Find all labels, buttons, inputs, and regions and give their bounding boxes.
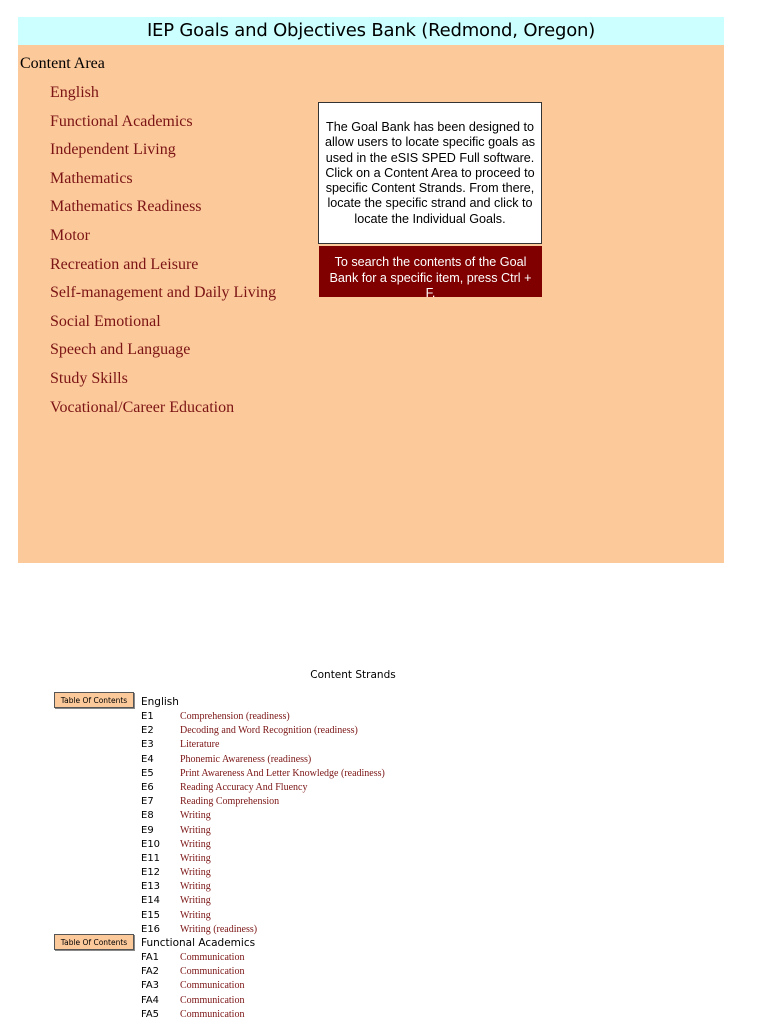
strand-code: E11 xyxy=(141,852,161,864)
section-heading-functional-academics: Functional Academics xyxy=(141,937,256,949)
instructions-box xyxy=(318,102,542,244)
strand-link[interactable]: Writing xyxy=(180,895,211,907)
strand-link[interactable]: Reading Accuracy And Fluency xyxy=(180,781,308,793)
strand-code: E7 xyxy=(141,796,154,808)
instructions-line: locate the Individual Goals. xyxy=(354,211,506,226)
strand-link[interactable]: Phonemic Awareness (readiness) xyxy=(180,753,312,765)
strand-link[interactable]: Communication xyxy=(180,980,245,992)
strand-code: FA3 xyxy=(141,980,160,992)
strand-link[interactable]: Reading Comprehension xyxy=(180,796,280,808)
content-area-link-speech-and-language[interactable]: Speech and Language xyxy=(50,341,191,359)
content-area-link-study-skills[interactable]: Study Skills xyxy=(50,369,128,387)
strand-code: E9 xyxy=(141,824,154,836)
strand-link[interactable]: Comprehension (readiness) xyxy=(180,711,290,722)
table-of-contents-button[interactable]: Table Of Contents xyxy=(54,934,134,950)
strand-link[interactable]: Communication xyxy=(180,952,245,963)
strand-link[interactable]: Communication xyxy=(180,966,245,978)
strand-code: E14 xyxy=(141,895,161,907)
content-area-link-social-emotional[interactable]: Social Emotional xyxy=(50,312,161,330)
strand-link[interactable]: Writing xyxy=(180,852,211,864)
instructions-line: Click on a Content Area to proceed to xyxy=(325,165,535,180)
strand-code: E6 xyxy=(141,781,154,793)
content-area-link-vocational-career[interactable]: Vocational/Career Education xyxy=(50,398,235,416)
strand-link[interactable]: Writing (readiness) xyxy=(180,923,258,935)
strand-code: E12 xyxy=(141,867,161,879)
strand-code: E5 xyxy=(141,767,154,779)
strand-code: E16 xyxy=(141,923,161,935)
strand-code: FA4 xyxy=(141,994,160,1006)
content-area-panel xyxy=(18,45,724,563)
strand-code: FA2 xyxy=(141,966,160,978)
content-area-link-motor[interactable]: Motor xyxy=(50,226,90,244)
instructions-line: The Goal Bank has been designed to xyxy=(326,120,534,134)
search-hint-line: Bank for a specific item, press Ctrl + F. xyxy=(329,270,532,300)
strand-link[interactable]: Writing xyxy=(180,881,211,893)
strand-code: E2 xyxy=(141,725,154,737)
content-area-link-independent-living[interactable]: Independent Living xyxy=(50,141,176,159)
strand-link[interactable]: Literature xyxy=(180,739,220,751)
strand-code: E3 xyxy=(141,739,154,751)
instructions-line: specific Content Strands. From there, xyxy=(325,181,535,196)
strand-code: E13 xyxy=(141,881,161,893)
content-area-link-recreation-and-leisure[interactable]: Recreation and Leisure xyxy=(50,255,199,273)
strand-code: FA1 xyxy=(141,952,160,963)
section-heading-english: English xyxy=(141,696,179,708)
strand-link[interactable]: Writing xyxy=(180,909,211,921)
page-title: IEP Goals and Objectives Bank (Redmond, Oregon) xyxy=(18,17,724,45)
strand-link[interactable]: Print Awareness And Letter Knowledge (readiness) xyxy=(180,767,385,779)
content-area-link-functional-academics[interactable]: Functional Academics xyxy=(50,112,193,130)
table-of-contents-button[interactable]: Table Of Contents xyxy=(54,692,134,708)
strand-link[interactable]: Communication xyxy=(180,994,245,1006)
instructions-line: used in the eSIS SPED Full software. xyxy=(325,150,535,165)
strand-code: E15 xyxy=(141,909,161,921)
strand-link[interactable]: Writing xyxy=(180,810,211,822)
content-area-link-mathematics-readiness[interactable]: Mathematics Readiness xyxy=(50,198,202,216)
search-hint-line: To search the contents of the Goal xyxy=(334,255,527,269)
strand-code: E4 xyxy=(141,753,154,765)
content-area-label: Content Area xyxy=(20,55,105,72)
content-area-link-english[interactable]: English xyxy=(50,84,99,101)
content-area-link-self-management[interactable]: Self-management and Daily Living xyxy=(50,284,277,302)
strand-link[interactable]: Decoding and Word Recognition (readiness) xyxy=(180,725,358,737)
content-area-list xyxy=(50,83,276,426)
strand-code: E8 xyxy=(141,810,154,822)
content-area-link-mathematics[interactable]: Mathematics xyxy=(50,169,133,187)
instructions-line: allow users to locate specific goals as xyxy=(325,135,535,150)
instructions-line: locate the specific strand and click to xyxy=(327,196,533,211)
strand-link[interactable]: Writing xyxy=(180,824,211,836)
content-strands-title: Content Strands xyxy=(310,669,396,681)
strand-link[interactable]: Communication xyxy=(180,1008,245,1020)
strand-code: E1 xyxy=(141,711,154,722)
strand-link[interactable]: Writing xyxy=(180,867,211,879)
strand-link[interactable]: Writing xyxy=(180,838,211,850)
strand-code: FA5 xyxy=(141,1008,160,1020)
search-hint-box xyxy=(319,246,542,300)
strand-code: E10 xyxy=(141,838,161,850)
